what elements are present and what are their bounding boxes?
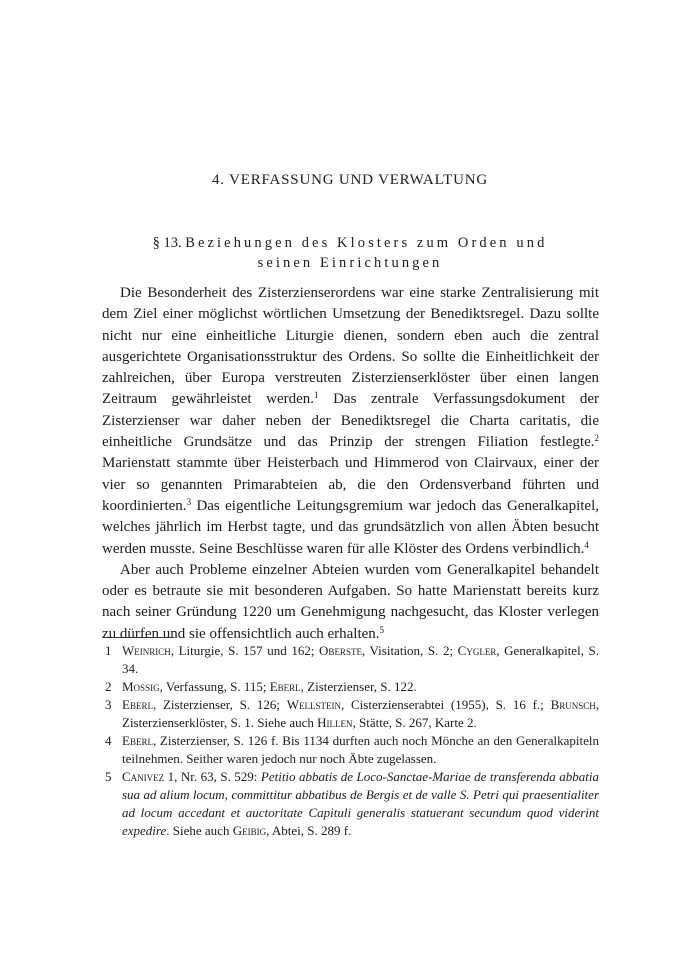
footnote-1	[102, 642, 599, 678]
footnote-number: 5	[105, 769, 112, 784]
paragraph-1	[102, 283, 599, 560]
section-heading	[100, 233, 600, 273]
chapter-heading: 4. VERFASSUNG UND VERWALTUNG	[211, 172, 489, 188]
citation-text: , Cisterzienserabtei (1955), S. 16 f.;	[341, 697, 551, 712]
author-name: Eberl	[122, 697, 153, 712]
section-heading-line-1	[100, 233, 600, 253]
citation-text: , Generalkapitel, S. 34.	[122, 643, 599, 676]
paragraph-1-part-a: Die Besonderheit des Zisterzienserordens war eine starke Zentralisierung mit dem Ziel einer möglichst wörtlichen Umsetzung der Benediktsregel. Dazu sollte nicht nur eine einheitliche Liturgie dienen, sondern eben auch die zentral ausgerichtete Organisationsstruktur des Ordens. So sollte die Einheitlichkeit der zahlreichen, über Europa verstreuten Zisterzienserklöster über einen langen Zeitraum gewährleistet werden.	[102, 285, 599, 408]
footnote-ref-4: 4	[584, 539, 589, 550]
paragraph-1-part-b: Das zentrale Verfassungsdokument der Zisterzienser war daher neben der Benediktsregel die Charta caritatis, die einheitliche Grundsätze und das Prinzip der strengen Filiation festlegte.	[102, 391, 599, 451]
author-name: Mossig	[122, 679, 160, 694]
citation-text: , Stätte, S. 267, Karte 2.	[352, 715, 477, 730]
body-text	[102, 283, 599, 645]
author-name: Oberste	[319, 643, 362, 658]
author-name: Weinrich	[122, 643, 171, 658]
footnote-number: 3	[105, 697, 112, 712]
author-name: Wellstein	[286, 697, 341, 712]
citation-text: , Zisterzienserklöster, S. 1. Siehe auch	[122, 697, 599, 730]
latin-quotation: Petitio abbatis de Loco-Sanctae-Mariae de transferenda abbatia sua ad alium locum, committitur abbatibus de Bergis et de valle S. Petri qui praesentialiter ad locum accedant et auctoritate Capituli generalis statuerant secundum quod viderint expedire	[122, 769, 600, 838]
footnote-5	[102, 768, 599, 840]
paragraph-1-part-c: Marienstatt stammte über Heisterbach und Himmerod von Clairvaux, einer der vier so genannten Primarabteien ab, die den Ordensverband führten und koordinierten.	[102, 455, 599, 514]
author-name: Eberl	[122, 733, 153, 748]
citation-text: , Visitation, S. 2;	[361, 643, 458, 658]
footnote-ref-3: 3	[186, 496, 192, 507]
citation-text: . Siehe auch	[166, 823, 233, 838]
citation-text: , Abtei, S. 289 f.	[266, 823, 352, 838]
citation-text: , Zisterzienser, S. 126;	[152, 697, 287, 712]
footnote-number: 2	[105, 679, 112, 694]
section-title-part-2: seinen Einrichtungen	[257, 255, 443, 271]
citation-text: , Zisterzienser, S. 126 f. Bis 1134 durften auch noch Mönche an den Generalkapiteln teilnehmen. Seither waren jedoch nur noch Äbte zugelassen.	[122, 733, 599, 766]
footnote-3	[102, 696, 599, 732]
author-name: Hillen	[317, 715, 353, 730]
section-number: § 13.	[152, 235, 182, 251]
author-name: Cygler	[457, 643, 497, 658]
author-name: Brunsch	[550, 697, 596, 712]
footnote-number: 1	[105, 643, 112, 658]
citation-text: , Liturgie, S. 157 und 162;	[170, 643, 320, 658]
section-title-part-1: Beziehungen des Klosters zum Orden und	[185, 235, 548, 251]
footnote-ref-1: 1	[314, 390, 319, 401]
footnote-number: 4	[105, 733, 112, 748]
paragraph-1-part-d: Das eigentliche Leitungsgremium war jedoch das Generalkapitel, welches jährlich im Herbst tagte, und das grundsätzlich von allen Äbten besucht werden musste. Seine Beschlüsse waren für alle Klöster des Ordens verbindlich.	[102, 497, 599, 557]
footnote-ref-5: 5	[379, 624, 385, 635]
footnotes	[102, 642, 599, 840]
citation-text: 1, Nr. 63, S. 529:	[164, 769, 261, 784]
footnote-divider	[102, 637, 174, 638]
paragraph-2	[102, 560, 599, 645]
footnote-4	[102, 732, 599, 768]
author-name: Geibig	[232, 823, 267, 838]
footnote-ref-2: 2	[594, 433, 599, 444]
paragraph-2-text: Aber auch Probleme einzelner Abteien wurden vom Generalkapitel behandelt oder es betraute sie mit besonderen Aufgaben. So hatte Marienstatt bereits kurz nach seiner Gründung 1220 um Genehmigung nachgesucht, das Kloster verlegen zu dürfen und sie offensichtlich auch erhalten.	[102, 561, 599, 642]
footnote-2	[102, 678, 599, 696]
citation-text: , Verfassung, S. 115;	[159, 679, 270, 694]
citation-text: , Zisterzienser, S. 122.	[300, 679, 417, 694]
author-name: Eberl	[269, 679, 301, 694]
author-name: Canivez	[122, 769, 165, 784]
